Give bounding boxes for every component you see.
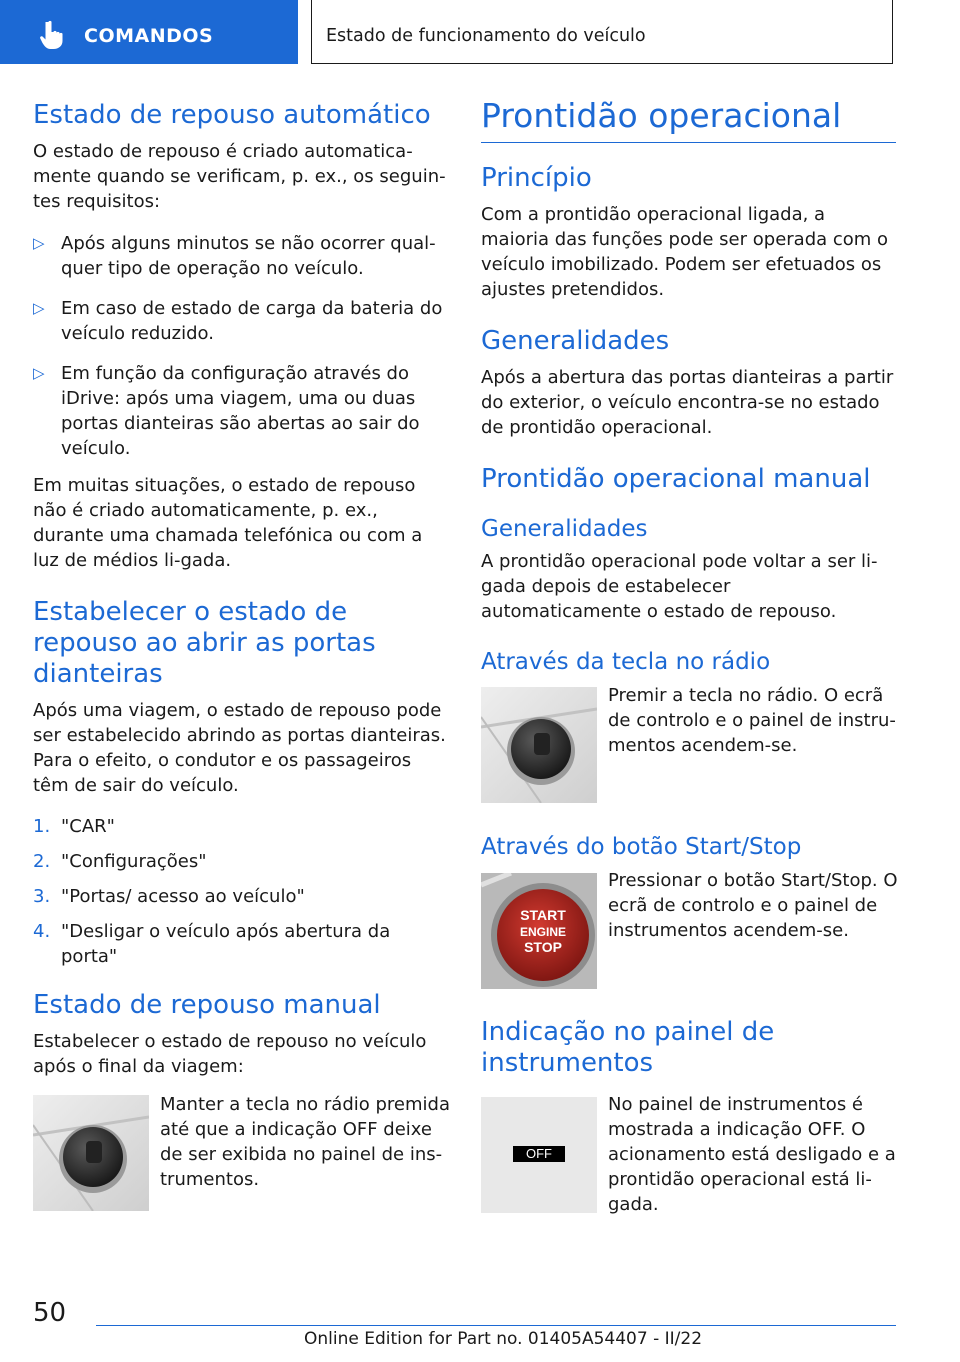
cluster-heading: Indicação no painel de instrumentos — [481, 1017, 775, 1078]
start-label: START — [520, 907, 566, 923]
left-column — [33, 96, 448, 1215]
page-title: Prontidão operacional — [481, 96, 842, 135]
cluster-off-image — [481, 1097, 597, 1213]
section-label: COMANDOS — [84, 25, 214, 47]
doors-standby-text: Após uma viagem, o estado de repouso pode ser estabelecido abrindo as portas dianteiras. Para o efeito, o condutor e os passageiros têm de sair do veículo. — [33, 700, 446, 796]
start-stop-text: Pressionar o botão Start/Stop. O ecrã de controlo e o painel de instrumentos acendem-se. — [608, 870, 898, 941]
main-title-block — [481, 96, 896, 143]
principle-heading: Princípio — [481, 163, 592, 193]
manual-standby-figure-row — [33, 1095, 448, 1215]
general-text: Após a abertura das portas dianteiras a partir do exterior, o veículo encontra-se no estado de prontidão operacional. — [481, 367, 894, 438]
auto-standby-note: Em muitas situações, o estado de repouso não é criado automaticamente, p. ex., durante uma chamada telefónica ou com a luz de médios li-gada. — [33, 475, 423, 571]
off-indicator: OFF — [513, 1146, 565, 1162]
list-item: 4. "Desligar o veículo após abertura da porta" — [33, 921, 391, 967]
page-number: 50 — [33, 1298, 67, 1328]
engine-label: ENGINE — [519, 925, 567, 939]
radio-key-text: Premir a tecla no rádio. O ecrã de controlo e o painel de instru-mentos acendem-se. — [608, 685, 896, 756]
section-tab — [0, 0, 298, 64]
edition-note: Online Edition for Part no. 01405A54407 - II/22 — [304, 1329, 703, 1349]
hand-pointer-icon — [38, 20, 64, 50]
start-stop-button-image — [481, 873, 597, 989]
chapter-header — [311, 0, 893, 64]
radio-key-heading: Através da tecla no rádio — [481, 649, 771, 675]
manual-readiness-heading: Prontidão operacional manual — [481, 464, 871, 494]
auto-standby-intro: O estado de repouso é criado automatica-mente quando se verificam, p. ex., os seguin-tes requisitos: — [33, 141, 446, 212]
list-item: ▷ Após alguns minutos se não ocorrer qual-quer tipo de operação no veículo. — [33, 233, 436, 279]
cluster-text: No painel de instrumentos é mostrada a indicação OFF. O acionamento está desligado e a prontidão operacional está li-gada. — [608, 1094, 896, 1215]
doors-standby-heading: Estabelecer o estado de repouso ao abrir as portas dianteiras — [33, 597, 376, 689]
footer-divider — [96, 1325, 896, 1326]
auto-standby-heading: Estado de repouso automático — [33, 100, 431, 130]
principle-text: Com a prontidão operacional ligada, a maioria das funções pode ser operada com o veículo imobilizado. Podem ser efetuados os ajustes pretendidos. — [481, 204, 889, 300]
list-item: 3. "Portas/ acesso ao veículo" — [33, 886, 305, 907]
radio-key-figure-row — [481, 687, 896, 807]
manual-readiness-text: A prontidão operacional pode voltar a ser li-gada depois de estabelecer automaticamente o estado de repouso. — [481, 551, 878, 622]
manual-standby-fig-text: Manter a tecla no rádio premida até que a indicação OFF deixe de ser exibida no painel de ins-trumentos. — [160, 1094, 450, 1190]
arrow-bullet-icon: ▷ — [33, 234, 45, 252]
manual-readiness-subheading: Generalidades — [481, 516, 648, 542]
radio-knob-image — [33, 1095, 149, 1211]
list-item: 1. "CAR" — [33, 816, 115, 837]
manual-standby-text: Estabelecer o estado de repouso no veículo após o final da viagem: — [33, 1031, 427, 1077]
stop-label: STOP — [524, 939, 562, 955]
arrow-bullet-icon: ▷ — [33, 299, 45, 317]
radio-knob-image — [481, 687, 597, 803]
list-item: 2. "Configurações" — [33, 851, 207, 872]
list-item: ▷ Em caso de estado de carga da bateria do veículo reduzido. — [33, 298, 443, 344]
start-stop-heading: Através do botão Start/Stop — [481, 834, 802, 860]
cluster-figure-row — [481, 1094, 896, 1217]
chapter-title: Estado de funcionamento do veículo — [326, 26, 646, 46]
arrow-bullet-icon: ▷ — [33, 364, 45, 382]
general-heading: Generalidades — [481, 326, 670, 356]
manual-standby-heading: Estado de repouso manual — [33, 990, 381, 1020]
start-stop-figure-row — [481, 870, 898, 993]
right-column — [481, 96, 896, 1217]
list-item: ▷ Em função da configuração através do iDrive: após uma viagem, uma ou duas portas dianteiras são abertas ao sair do veículo. — [33, 363, 420, 459]
